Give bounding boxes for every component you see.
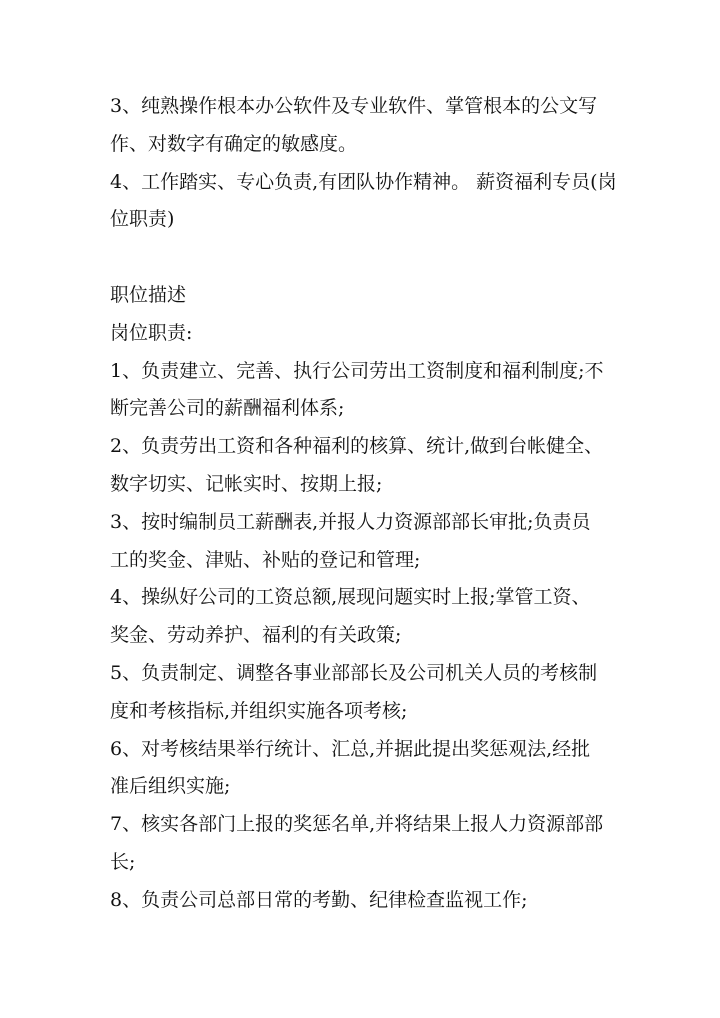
text-line: 4、工作踏实、专心负责,有团队协作精神。 薪资福利专员(岗 (110, 170, 617, 193)
text-line: 数字切实、记帐实时、按期上报; (110, 472, 383, 495)
text-line: 断完善公司的薪酬福利体系; (110, 397, 345, 420)
text-line: 3、纯熟操作根本办公软件及专业软件、掌管根本的公文写 (110, 95, 598, 117)
text-line: 位职责) (110, 208, 175, 231)
text-line: 准后组织实施; (110, 775, 231, 798)
section-subheading: 岗位职责: (110, 321, 193, 344)
text-line: 工的奖金、津贴、补贴的登记和管理; (110, 548, 421, 571)
text-line: 度和考核指标,并组织实施各项考核; (110, 699, 408, 722)
text-line: 2、负责劳出工资和各种福利的核算、统计,做到台帐健全、 (110, 435, 604, 458)
text-line: 1、负责建立、完善、执行公司劳出工资制度和福利制度;不 (110, 359, 604, 382)
blank-line (110, 239, 624, 277)
text-line: 6、对考核结果举行统计、汇总,并据此提出奖惩观法,经批 (110, 737, 591, 760)
text-line: 作、对数字有确定的敏感度。 (110, 132, 358, 155)
text-line: 7、核实各部门上报的奖惩名单,并将结果上报人力资源部部 (110, 813, 604, 836)
text-line: 奖金、劳动养护、福利的有关政策; (110, 624, 402, 647)
text-line: 长; (110, 850, 136, 873)
text-line: 8、负责公司总部日常的考勤、纪律检查监视工作; (110, 888, 528, 911)
text-line: 5、负责制定、调整各事业部部长及公司机关人员的考核制 (110, 661, 598, 684)
section-heading: 职位描述 (110, 283, 187, 306)
text-line: 3、按时编制员工薪酬表,并报人力资源部部长审批;负责员 (110, 510, 591, 533)
text-line: 4、操纵好公司的工资总额,展现问题实时上报;掌管工资、 (110, 586, 591, 609)
